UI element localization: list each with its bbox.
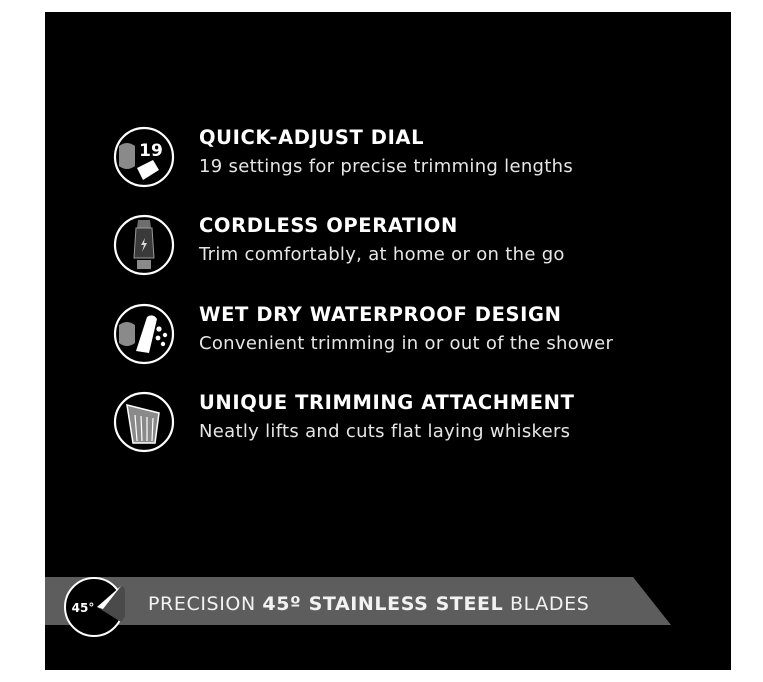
banner-suffix: BLADES: [503, 593, 590, 615]
banner-text: [148, 593, 589, 615]
feature-description: Trim comfortably, at home or on the go: [199, 244, 565, 265]
dial-19-icon: [113, 126, 175, 188]
feature-wet-dry-waterproof: [113, 303, 713, 367]
feature-quick-adjust-dial: [113, 126, 713, 190]
feature-description: Neatly lifts and cuts flat laying whiskers: [199, 421, 571, 442]
angle-45-icon: [63, 576, 125, 638]
dial-number: 19: [139, 141, 163, 161]
feature-title: WET DRY WATERPROOF DESIGN: [199, 303, 562, 326]
feature-panel: [45, 12, 731, 670]
feature-description: Convenient trimming in or out of the shower: [199, 333, 614, 354]
feature-title: UNIQUE TRIMMING ATTACHMENT: [199, 391, 575, 414]
banner-prefix: PRECISION: [148, 593, 263, 615]
trimming-attachment-icon: [113, 391, 175, 453]
feature-title: QUICK-ADJUST DIAL: [199, 126, 425, 149]
cordless-trimmer-icon: [113, 214, 175, 276]
feature-cordless-operation: [113, 214, 713, 278]
banner-emphasis: 45º STAINLESS STEEL: [262, 593, 504, 615]
wet-dry-droplets-icon: [113, 303, 175, 365]
angle-label: 45°: [71, 601, 95, 615]
feature-description: 19 settings for precise trimming lengths: [199, 156, 574, 177]
feature-title: CORDLESS OPERATION: [199, 214, 458, 237]
feature-unique-trimming-attachment: [113, 391, 713, 455]
precision-blades-banner: [45, 575, 731, 639]
